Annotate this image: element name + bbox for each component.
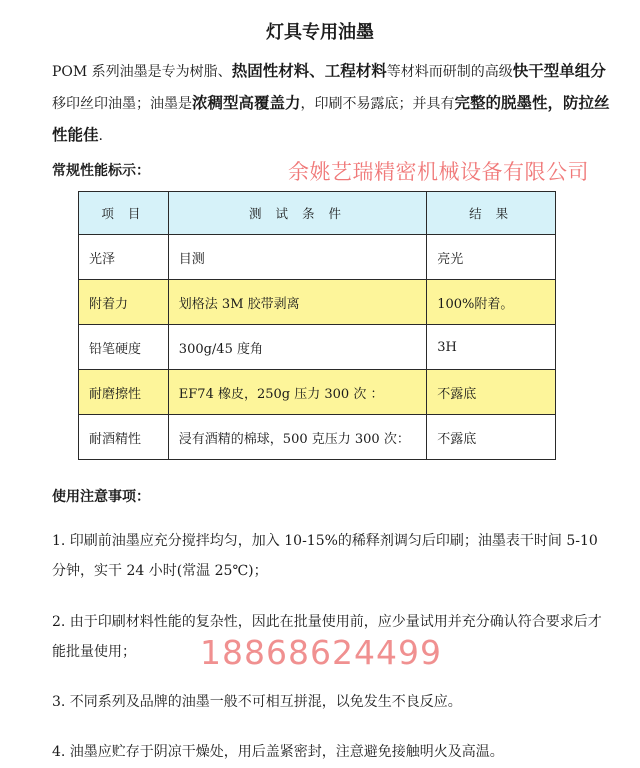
table-row bbox=[79, 235, 556, 280]
cell-item: 耐磨擦性 bbox=[79, 370, 169, 415]
performance-heading: 常规性能标示： bbox=[52, 163, 150, 179]
intro-text: POM 系列油墨是专为树脂、 bbox=[52, 64, 232, 80]
table-header-row bbox=[79, 192, 556, 235]
intro-paragraph bbox=[52, 56, 612, 152]
cell-condition: 300g/45 度角 bbox=[168, 325, 426, 370]
intro-text: ，印刷不易露底；并具有 bbox=[300, 96, 455, 112]
cell-result: 亮光 bbox=[427, 235, 556, 280]
performance-table bbox=[78, 191, 556, 460]
cell-item: 铅笔硬度 bbox=[79, 325, 169, 370]
intro-text: 等材料而研制的高级 bbox=[386, 64, 513, 80]
cell-result: 不露底 bbox=[427, 370, 556, 415]
cell-result: 3H bbox=[427, 325, 556, 370]
usage-note: 2. 由于印刷材料性能的复杂性，因此在批量使用前，应少量试用并充分确认符合要求后才能批量使用； bbox=[52, 614, 602, 660]
document-title: 灯具专用油墨 bbox=[266, 22, 374, 43]
intro-emphasis: 完整的脱墨性，防拉丝性能佳 bbox=[52, 94, 610, 144]
cell-item: 光泽 bbox=[79, 235, 169, 280]
cell-item: 附着力 bbox=[79, 280, 169, 325]
intro-emphasis: 浓稠型高覆盖力 bbox=[192, 94, 301, 112]
table-row bbox=[79, 370, 556, 415]
cell-condition: 划格法 3M 胶带剥离 bbox=[168, 280, 426, 325]
cell-condition: EF74 橡皮，250g 压力 300 次 ： bbox=[168, 370, 426, 415]
header-result: 结 果 bbox=[427, 192, 556, 235]
intro-text: 移印丝印油墨；油墨是 bbox=[52, 96, 192, 112]
header-condition: 测 试 条 件 bbox=[168, 192, 426, 235]
cell-item: 耐酒精性 bbox=[79, 415, 169, 460]
cell-result: 不露底 bbox=[427, 415, 556, 460]
intro-text: . bbox=[98, 128, 103, 144]
intro-emphasis: 快干型单组分 bbox=[512, 62, 606, 80]
usage-note: 4. 油墨应贮存于阴凉干燥处，用后盖紧密封，注意避免接触明火及高温。 bbox=[52, 744, 504, 760]
phone-watermark: 18868624499 bbox=[200, 633, 442, 672]
company-watermark: 余姚艺瑞精密机械设备有限公司 bbox=[288, 160, 589, 184]
header-item: 项 目 bbox=[79, 192, 169, 235]
usage-heading: 使用注意事项： bbox=[52, 489, 150, 505]
table-row bbox=[79, 415, 556, 460]
cell-result: 100%附着。 bbox=[427, 280, 556, 325]
cell-condition: 浸有酒精的棉球，500 克压力 300 次： bbox=[168, 415, 426, 460]
usage-note: 1. 印刷前油墨应充分搅拌均匀，加入 10-15%的稀释剂调匀后印刷；油墨表干时间 5-10 分钟，实干 24 小时(常温 25℃)； bbox=[52, 533, 598, 579]
table-row bbox=[79, 280, 556, 325]
usage-note: 3. 不同系列及品牌的油墨一般不可相互拼混，以免发生不良反应。 bbox=[52, 694, 462, 710]
intro-emphasis: 热固性材料、工程材料 bbox=[231, 62, 387, 80]
table-row bbox=[79, 325, 556, 370]
cell-condition: 目测 bbox=[168, 235, 426, 280]
